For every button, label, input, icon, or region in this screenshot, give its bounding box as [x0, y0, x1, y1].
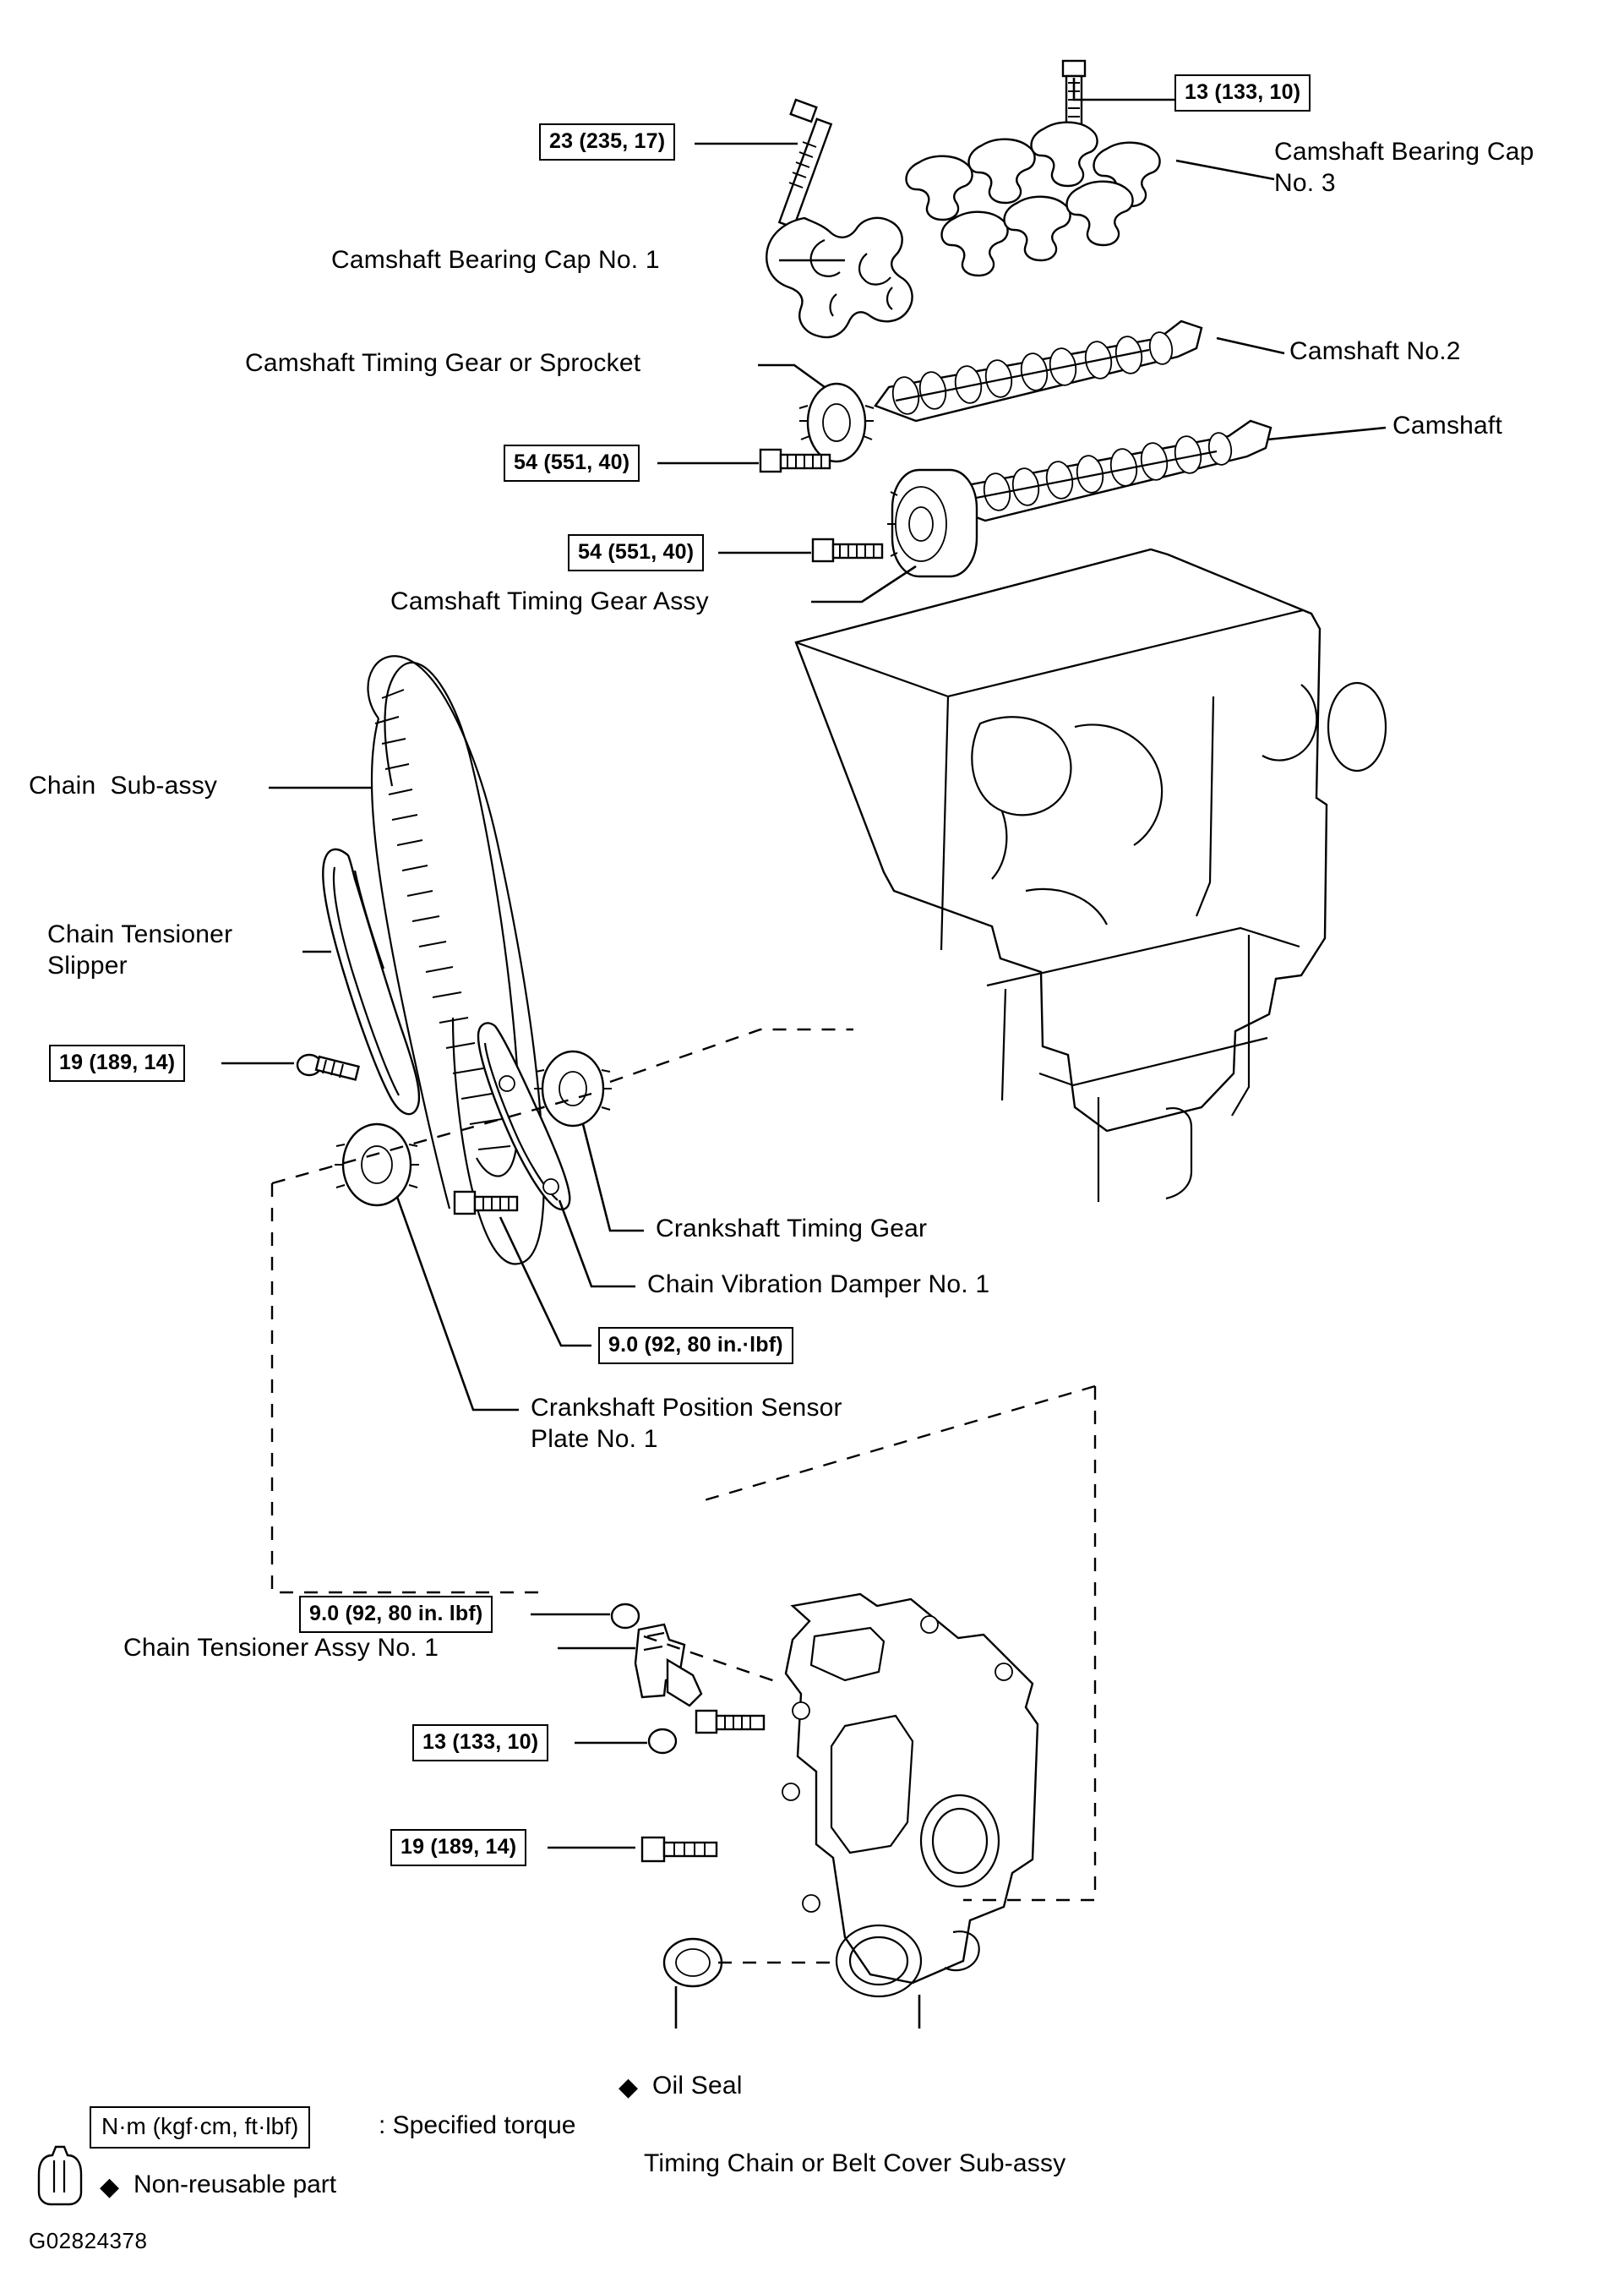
bolt-chain-tensioner-slipper [297, 1055, 359, 1079]
label-camshaft-timing-gear-or-sprocket: Camshaft Timing Gear or Sprocket [245, 349, 641, 377]
bolt-cover-13 [649, 1711, 764, 1753]
crankshaft-timing-gear-part [534, 1051, 612, 1126]
label-chain-tensioner-slipper-line2: Slipper [47, 951, 128, 980]
torque-23-235-17: 23 (235, 17) [539, 123, 675, 161]
torque-9-92-80-tensioner: 9.0 (92, 80 in. lbf) [299, 1596, 493, 1633]
camshaft-timing-gear-sprocket-part [799, 384, 874, 461]
label-camshaft-bearing-cap-no3-line2: No. 3 [1274, 168, 1336, 197]
torque-13-133-10-top: 13 (133, 10) [1174, 74, 1311, 112]
torque-19-189-14-slipper: 19 (189, 14) [49, 1045, 185, 1082]
label-chain-tensioner-slipper-line1: Chain Tensioner [47, 920, 233, 948]
legend-torque-unit-box: N·m (kgf·cm, ft·lbf) [90, 2106, 310, 2149]
figure-id-code: G02824378 [29, 2228, 148, 2253]
label-camshaft-bearing-cap-no3 [1274, 137, 1534, 199]
label-crankshaft-timing-gear: Crankshaft Timing Gear [656, 1215, 928, 1242]
chain-tensioner-assy-no1-part [612, 1604, 701, 1706]
label-crankshaft-position-sensor-plate-line2: Plate No. 1 [531, 1424, 658, 1453]
timing-chain-cover-part [782, 1594, 1038, 1996]
legend-non-reusable-marker: ◆ [100, 2173, 120, 2201]
oil-seal-part [664, 1939, 722, 1986]
camshaft-part [945, 421, 1271, 521]
camshaft-bearing-cap-no1-part [766, 218, 912, 337]
label-timing-chain-or-belt-cover-sub-assy: Timing Chain or Belt Cover Sub-assy [644, 2149, 1066, 2177]
label-chain-tensioner-slipper [47, 920, 232, 981]
torque-9-92-80-damper: 9.0 (92, 80 in.·lbf) [598, 1327, 793, 1364]
torque-54-551-40-lower: 54 (551, 40) [568, 534, 704, 571]
camshaft-bearing-cap-no3-parts [907, 123, 1160, 276]
engine-block-part [796, 549, 1386, 1202]
label-camshaft-bearing-cap-no3-line1: Camshaft Bearing Cap [1274, 138, 1534, 166]
label-chain-tensioner-assy-no1: Chain Tensioner Assy No. 1 [123, 1634, 439, 1662]
non-reusable-icon [39, 2147, 81, 2204]
bolt-chain-vibration-damper [455, 1192, 517, 1214]
label-camshaft-no2: Camshaft No.2 [1289, 337, 1461, 365]
bolt-camshaft-bearing-cap-no1 [779, 100, 831, 227]
bolt-cover-19 [642, 1837, 717, 1861]
non-reusable-marker-oil-seal: ◆ [619, 2073, 639, 2101]
label-crankshaft-position-sensor-plate-line1: Crankshaft Position Sensor [531, 1394, 842, 1422]
label-chain-sub-assy: Chain Sub-assy [29, 772, 218, 800]
camshaft-timing-gear-assy-part [887, 470, 977, 576]
legend-torque-unit-text: : Specified torque [379, 2111, 576, 2139]
torque-54-551-40-upper: 54 (551, 40) [504, 445, 640, 482]
label-oil-seal: Oil Seal [652, 2072, 743, 2100]
label-camshaft-timing-gear-assy: Camshaft Timing Gear Assy [390, 587, 709, 615]
torque-13-133-10-cover: 13 (133, 10) [412, 1724, 548, 1761]
camshaft-no2-part [875, 321, 1202, 421]
label-camshaft: Camshaft [1392, 412, 1502, 440]
legend-non-reusable-text: Non-reusable part [134, 2171, 337, 2198]
label-camshaft-bearing-cap-no1: Camshaft Bearing Cap No. 1 [331, 246, 660, 274]
label-chain-vibration-damper-no1: Chain Vibration Damper No. 1 [647, 1270, 990, 1298]
crankshaft-position-sensor-plate-part [335, 1124, 419, 1205]
torque-19-189-14-cover: 19 (189, 14) [390, 1829, 526, 1866]
bolt-camshaft-timing-gear-assy [813, 539, 882, 561]
label-crankshaft-position-sensor-plate [531, 1393, 842, 1455]
